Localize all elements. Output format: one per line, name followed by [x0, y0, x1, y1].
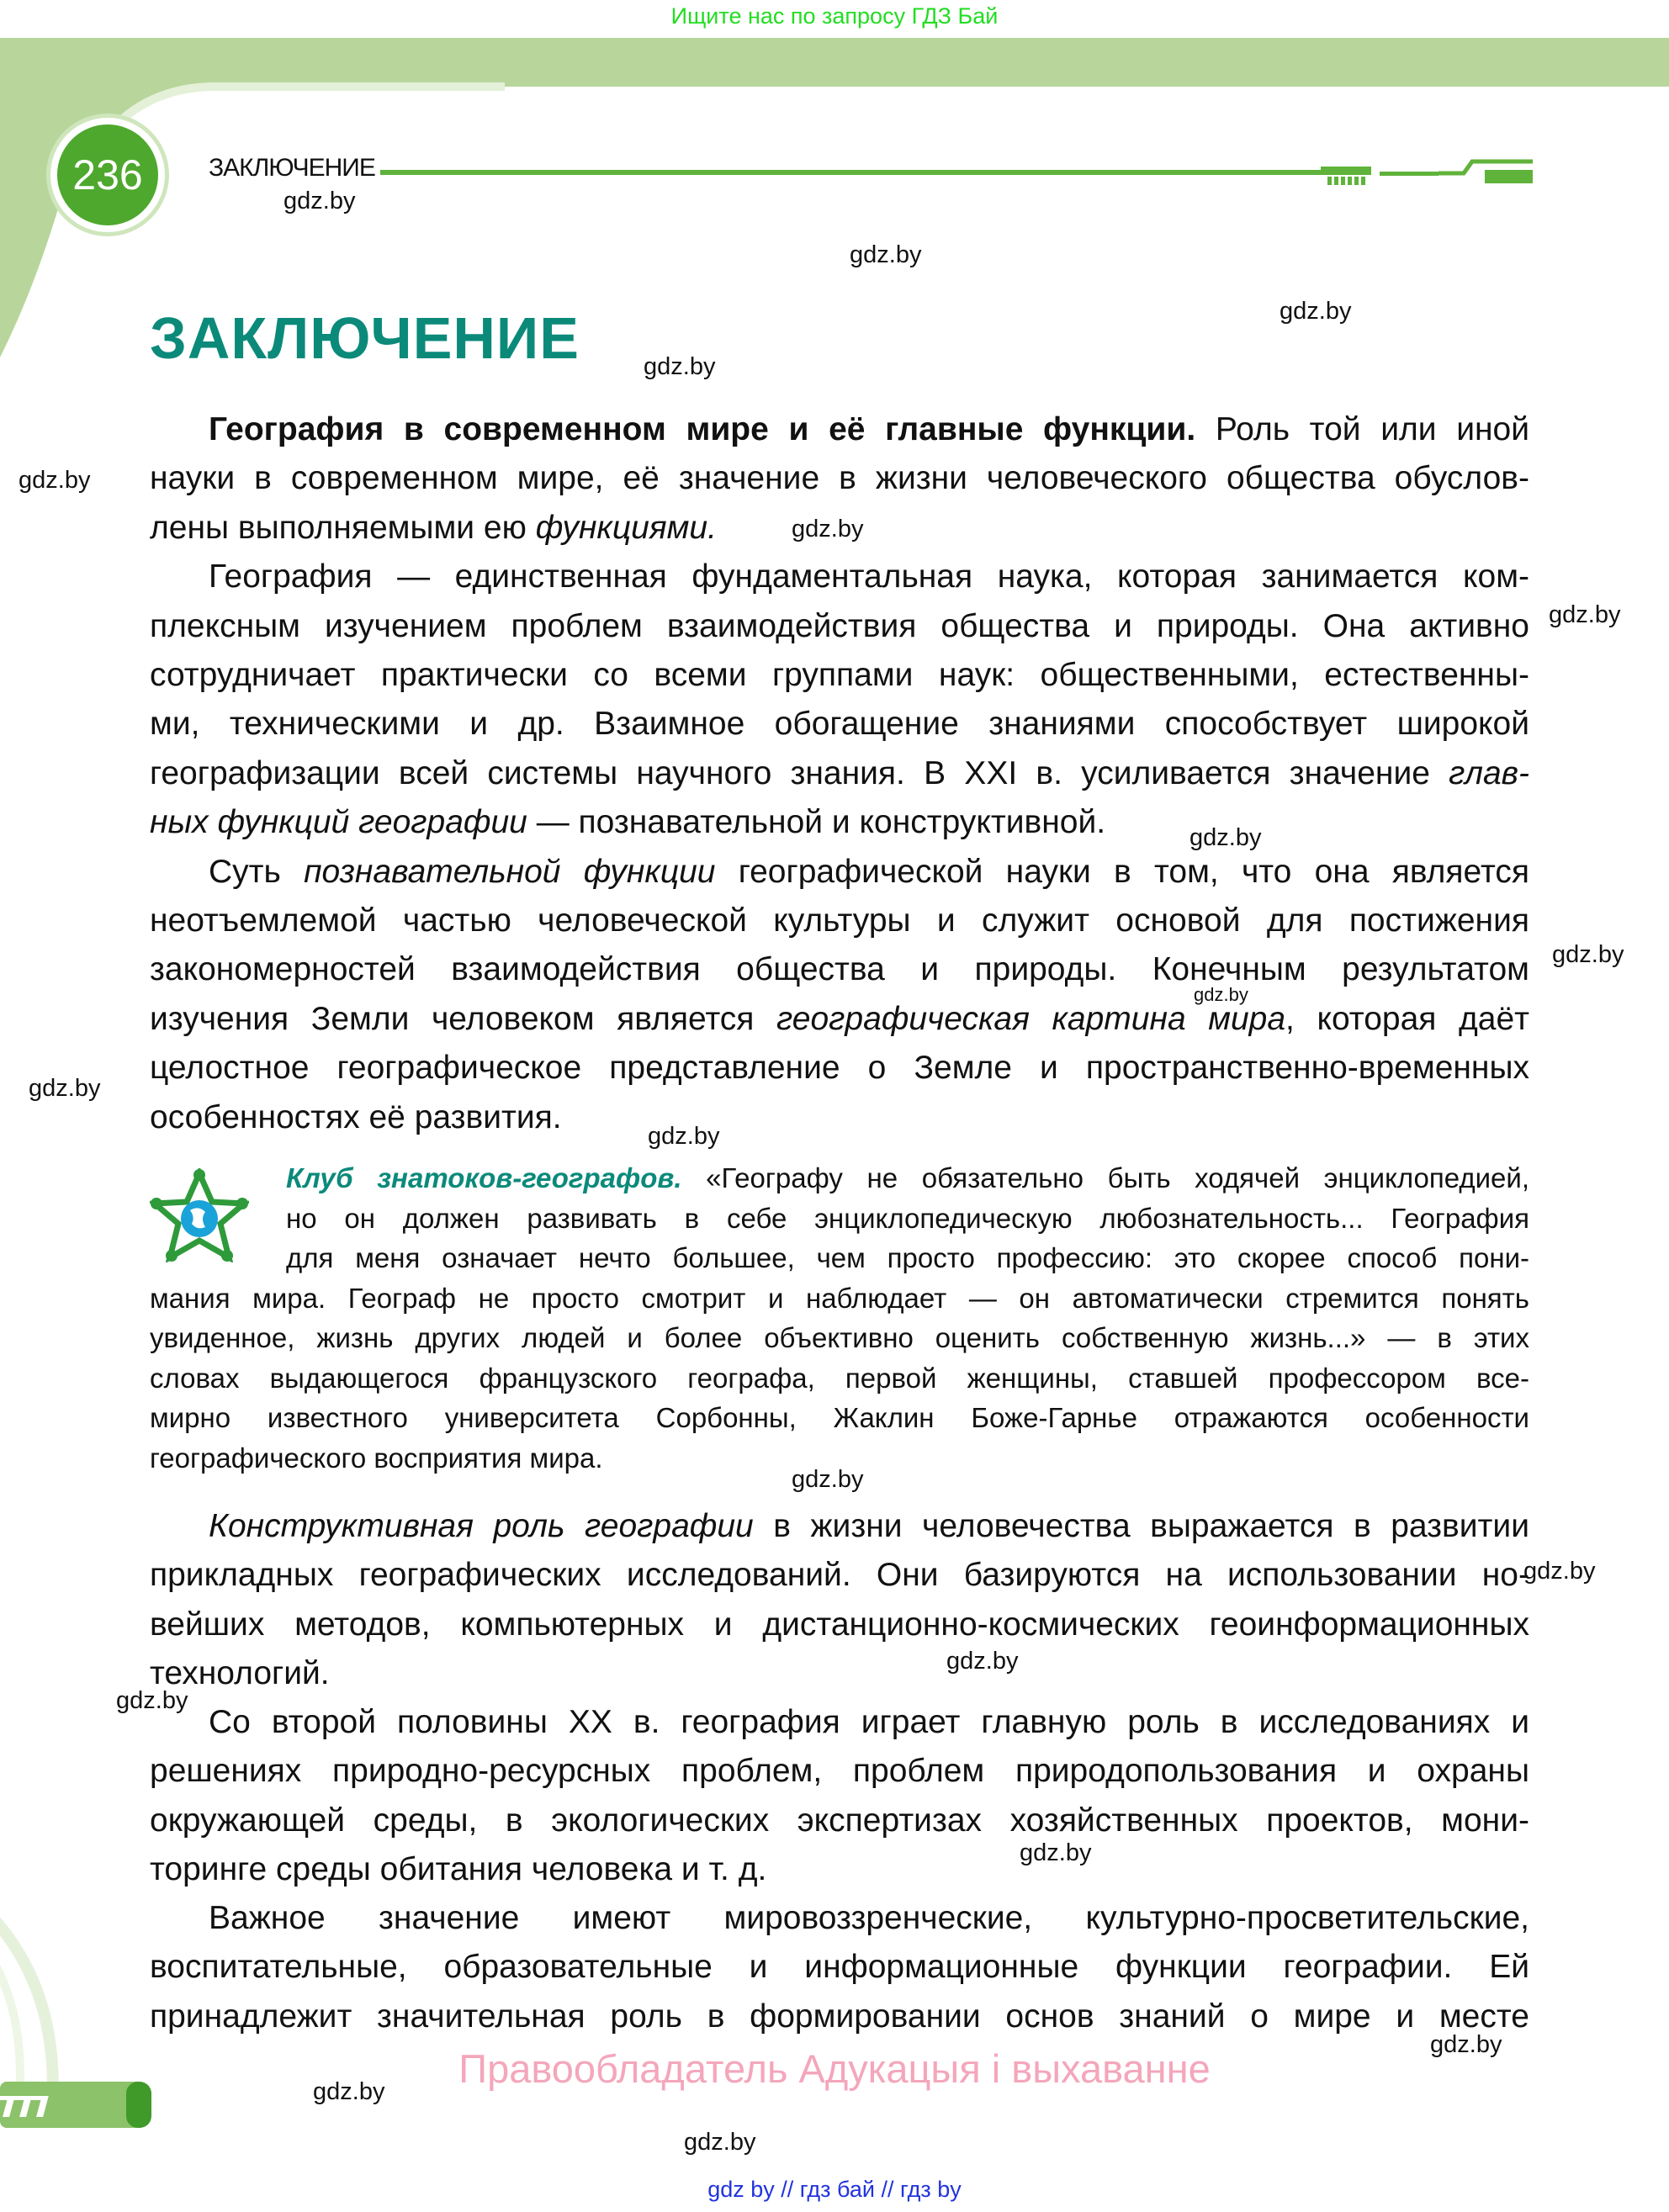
text-segment: особенностях её развития.: [150, 1098, 562, 1135]
page-title: ЗАКЛЮЧЕНИЕ: [150, 305, 580, 371]
text-line: [150, 1044, 1529, 1093]
text-segment: словах выдающегося французского географа, первой женщины, ставшей профессором все-: [150, 1362, 1529, 1394]
watermark: gdz.by: [1549, 601, 1621, 628]
paragraph-heading: География в современном мире и её главные функции.: [209, 411, 1196, 447]
text-segment: мания мира. Географ не просто смотрит и наблюдает — он автоматически стремится понять: [150, 1282, 1529, 1314]
text-segment: мирно известного университета Сорбонны, Жаклин Боже-Гарнье отражаются особенности: [150, 1402, 1529, 1433]
watermark: gdz.by: [684, 2129, 756, 2156]
text-segment: географизации всей системы научного знания. В XXI в. усиливается значение: [150, 754, 1449, 791]
text-segment: Роль той или иной: [1195, 411, 1530, 447]
watermark: gdz.by: [1194, 984, 1248, 1005]
text-line: [150, 1278, 1529, 1318]
text-segment: изучения Земли человеком является: [150, 1000, 776, 1037]
watermark: gdz.by: [1430, 2031, 1502, 2058]
text-segment: для меня означает нечто большее, чем просто профессию: это скорее способ пони-: [286, 1242, 1529, 1273]
text-line: [209, 1894, 1529, 1943]
copyright-notice: Правообладатель Адукацыя і выхаванне: [458, 2046, 1211, 2091]
text-line: [209, 553, 1529, 601]
text-segment: воспитательные, образовательные и информационные функции географии. Ей: [150, 1949, 1529, 1986]
text-line: [286, 1199, 1529, 1238]
text-segment: прикладных географических исследований. Они базируются на использовании но-: [150, 1557, 1529, 1594]
text-segment: увиденное, жизнь других людей и более объективно оценить собственную жизнь...» — в этих: [150, 1322, 1529, 1353]
text-line: [209, 848, 1529, 897]
text-segment: «Географу не обязательно быть ходячей энциклопедией,: [681, 1162, 1529, 1193]
text-line: [150, 1398, 1529, 1437]
watermark: gdz.by: [946, 1648, 1019, 1675]
text-line: [150, 1358, 1529, 1398]
text-line: [150, 1551, 1529, 1600]
text-segment: Суть: [209, 853, 305, 890]
text-segment: торинге среды обитания человека и т. д.: [150, 1851, 767, 1888]
text-segment: но он должен развивать в себе энциклопедическую любознательность... География: [286, 1202, 1529, 1234]
text-line: [150, 1992, 1529, 2041]
text-segment: в жизни человечества выражается в развитии: [753, 1508, 1529, 1544]
watermark: gdz.by: [1280, 298, 1352, 325]
watermark: gdz.by: [644, 353, 716, 380]
text-segment: технологий.: [150, 1655, 330, 1692]
watermark: gdz.by: [29, 1075, 101, 1102]
footer-links[interactable]: gdz by // гдз бай // гдз by: [707, 2177, 962, 2202]
watermark: gdz.by: [1523, 1558, 1596, 1585]
geographers-club-emblem-icon: [150, 1168, 249, 1262]
text-segment: неотъемлемой частью человеческой культуры и служит основой для постижения: [150, 902, 1529, 939]
watermark: gdz.by: [792, 1466, 864, 1493]
search-banner: Ищите нас по запросу ГДЗ Бай: [670, 3, 999, 29]
text-line: [150, 1943, 1529, 1992]
text-segment: ми, техническими и др. Взаимное обогащение знаниями способствует широкой: [150, 706, 1529, 743]
watermark: gdz.by: [1020, 1839, 1092, 1866]
text-line: [150, 1747, 1529, 1796]
text-segment: плексным изучением проблем взаимодействия общества и природы. Она активно: [150, 607, 1529, 644]
emphasis-text: познавательной функции: [304, 853, 716, 890]
text-line: [150, 995, 1529, 1044]
running-head: ЗАКЛЮЧЕНИЕ: [209, 154, 375, 182]
watermark: gdz.by: [19, 467, 91, 494]
text-segment: закономерностей взаимодействия общества и природы. Конечным результатом: [150, 951, 1529, 988]
watermark: gdz.by: [648, 1123, 720, 1150]
text-segment: вейших методов, компьютерных и дистанционно-космических геоинформационных: [150, 1606, 1529, 1643]
text-line: [286, 1238, 1529, 1278]
watermark: gdz.by: [313, 2078, 385, 2105]
header-rule: [380, 170, 1331, 175]
emphasis-text: географическая картина мира: [776, 1000, 1286, 1037]
watermark: gdz.by: [116, 1687, 188, 1714]
emphasis-text: функциями.: [535, 509, 717, 546]
text-line: [150, 1649, 1529, 1698]
watermark: gdz.by: [283, 188, 356, 214]
text-line: [150, 651, 1529, 700]
header-rule-ornament-icon: [1321, 158, 1533, 187]
text-segment: географического восприятия мира.: [150, 1442, 603, 1474]
watermark: gdz.by: [792, 516, 864, 542]
emphasis-text: ных функций географии: [150, 804, 527, 841]
text-line: [209, 405, 1529, 454]
text-line: [209, 1502, 1529, 1551]
text-segment: География — единственная фундаментальная наука, которая занимается ком-: [209, 558, 1529, 595]
club-heading: Клуб знатоков-географов.: [286, 1162, 682, 1193]
text-line: [150, 1093, 1529, 1142]
text-segment: окружающей среды, в экологических экспертизах хозяйственных проектов, мони-: [150, 1802, 1529, 1839]
text-line: [150, 798, 1529, 847]
emphasis-text: Конструктивная роль географии: [209, 1508, 754, 1544]
text-line: [150, 945, 1529, 994]
watermark: gdz.by: [1552, 941, 1624, 968]
text-segment: целостное географическое представление о Земле и пространственно-временных: [150, 1050, 1529, 1087]
text-line: [150, 454, 1529, 503]
text-segment: Важное значение имеют мировоззренческие, культурно-просветительские,: [209, 1900, 1529, 1936]
text-segment: географической науки в том, что она является: [715, 853, 1529, 890]
text-segment: лены выполняемыми ею: [150, 509, 536, 546]
emphasis-text: глав-: [1449, 754, 1529, 791]
text-segment: сотрудничает практически со всеми группами наук: общественными, естественны-: [150, 657, 1529, 693]
text-line: [150, 897, 1529, 945]
text-segment: Со второй половины XX в. география играет главную роль в исследованиях и: [209, 1704, 1529, 1740]
text-segment: — познавательной и конструктивной.: [527, 804, 1106, 841]
text-line: [150, 700, 1529, 749]
text-line: [286, 1158, 1529, 1198]
text-segment: принадлежит значительная роль в формировании основ знаний о мире и месте: [150, 1998, 1529, 2035]
text-line: [150, 602, 1529, 651]
text-line: [150, 1601, 1529, 1649]
watermark: gdz.by: [1189, 824, 1262, 851]
text-segment: , которая даёт: [1285, 1000, 1530, 1037]
text-segment: решениях природно-ресурсных проблем, проблем природопользования и охраны: [150, 1753, 1529, 1790]
page-number-badge: 236: [50, 118, 165, 232]
text-segment: науки в современном мире, её значение в жизни человеческого общества обуслов-: [150, 460, 1529, 497]
text-line: [150, 1318, 1529, 1357]
text-line: [209, 1698, 1529, 1747]
text-line: [150, 1797, 1529, 1845]
watermark: gdz.by: [850, 241, 922, 268]
text-line: [150, 749, 1529, 798]
text-line: [150, 1845, 1529, 1894]
